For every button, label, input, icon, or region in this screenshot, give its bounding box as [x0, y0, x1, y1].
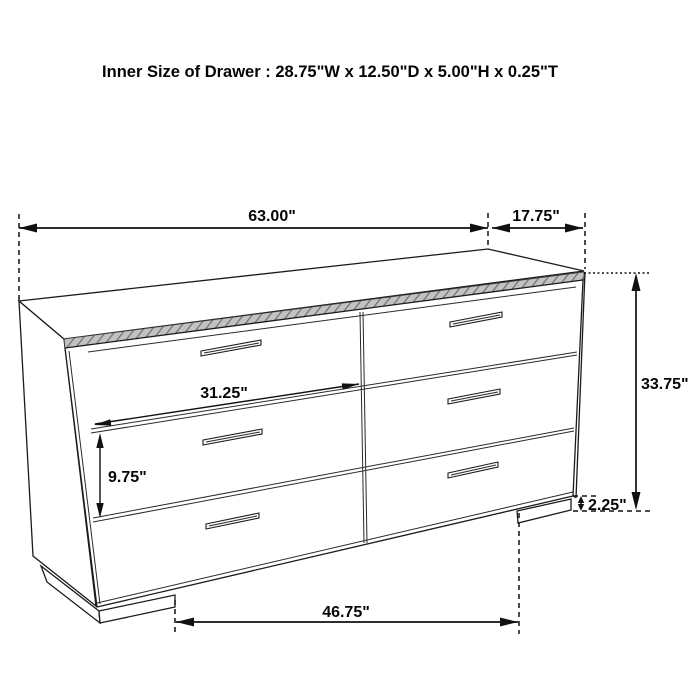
- dim-base-height: [573, 496, 627, 514]
- dimension-label-base-span: 46.75": [322, 604, 370, 621]
- dimension-label-overall-depth: 17.75": [512, 208, 560, 225]
- arrowhead-left-icon: [19, 224, 37, 233]
- arrowhead-left-icon: [176, 618, 194, 627]
- arrowhead-down-icon: [578, 504, 584, 511]
- arrowhead-right-icon: [500, 618, 518, 627]
- arrowhead-right-icon: [565, 224, 583, 233]
- arrowhead-left-icon: [492, 224, 510, 233]
- dim-overall-height: [573, 273, 689, 511]
- dresser-drawing: [19, 249, 585, 623]
- dimension-label-overall-height: 33.75": [641, 376, 689, 393]
- dimension-label-drawer-height: 9.75": [108, 469, 147, 486]
- arrowhead-right-icon: [470, 224, 488, 233]
- dimension-label-base-height: 2.25": [588, 497, 627, 514]
- dimension-label-drawer-width: 31.25": [200, 385, 248, 402]
- arrowhead-up-icon: [578, 496, 584, 503]
- dimension-label-overall-width: 63.00": [248, 208, 296, 225]
- arrowhead-down-icon: [632, 492, 641, 510]
- arrowhead-up-icon: [632, 273, 641, 291]
- inner-drawer-size-title: Inner Size of Drawer : 28.75"W x 12.50"D x 5.00"H x 0.25"T: [102, 63, 558, 81]
